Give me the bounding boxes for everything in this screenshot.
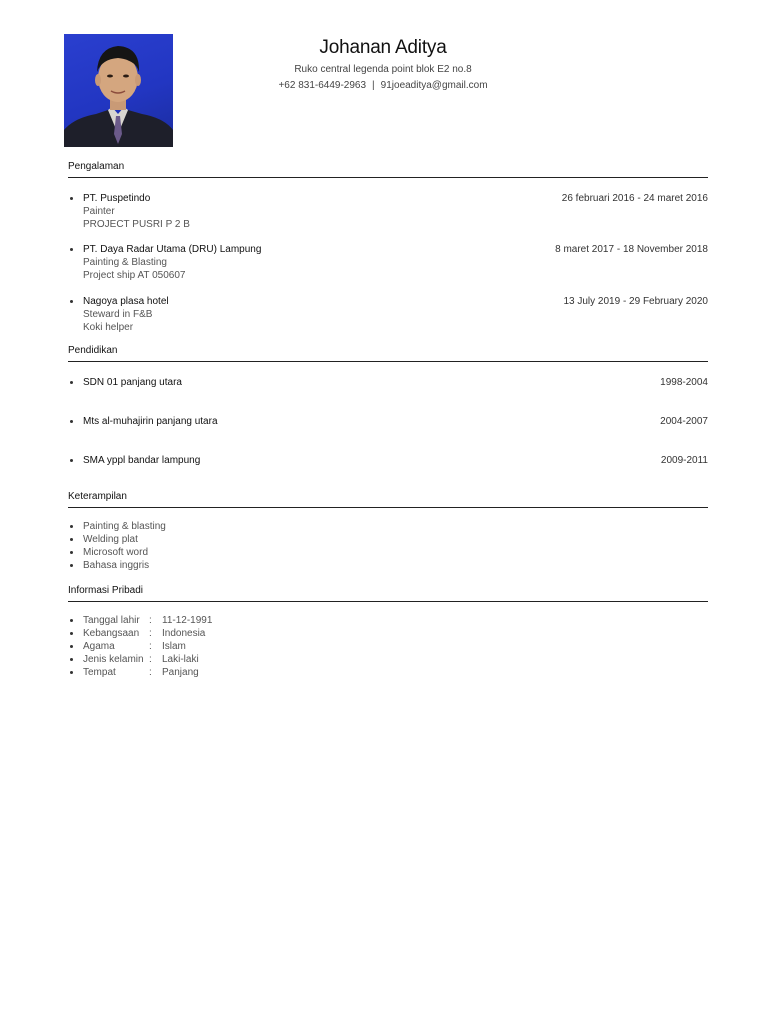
personal-info-item — [68, 627, 708, 640]
job-role: Painting & Blasting — [83, 257, 167, 268]
info-colon: : — [149, 615, 152, 626]
company-name: PT. Daya Radar Utama (DRU) Lampung — [83, 244, 262, 255]
info-label: Tanggal lahir — [83, 615, 140, 626]
personal-info-item — [68, 614, 708, 627]
education-item — [68, 376, 708, 415]
info-value: 11-12-1991 — [162, 615, 213, 626]
school-name: SMA yppl bandar lampung — [83, 455, 201, 466]
education-section — [68, 345, 708, 474]
job-dates: 8 maret 2017 - 18 November 2018 — [555, 244, 708, 255]
info-label: Agama — [83, 641, 115, 652]
info-colon: : — [149, 628, 152, 639]
education-item — [68, 415, 708, 454]
email-address: 91joeaditya@gmail.com — [380, 80, 488, 91]
company-name: PT. Puspetindo — [83, 193, 151, 204]
school-name: SDN 01 panjang utara — [83, 377, 182, 388]
job-dates: 26 februari 2016 - 24 maret 2016 — [561, 193, 708, 204]
info-label: Kebangsaan — [83, 628, 140, 639]
info-value: Panjang — [162, 667, 199, 678]
skill-item: Welding plat — [68, 533, 708, 546]
experience-item — [68, 243, 708, 295]
job-project: Koki helper — [83, 322, 134, 333]
company-name: Nagoya plasa hotel — [83, 296, 169, 307]
personal-info-section — [68, 585, 708, 679]
education-item — [68, 454, 708, 474]
personal-info-item — [68, 640, 708, 653]
contact-separator: | — [372, 80, 375, 91]
skill-item: Microsoft word — [68, 546, 708, 559]
info-label: Tempat — [83, 667, 116, 678]
skill-item: Bahasa inggris — [68, 559, 708, 572]
section-title-personal: Informasi Pribadi — [68, 585, 708, 602]
info-colon: : — [149, 667, 152, 678]
school-years: 2004-2007 — [660, 416, 708, 427]
skill-item: Painting & blasting — [68, 520, 708, 533]
section-title-experience: Pengalaman — [68, 161, 708, 178]
school-name: Mts al-muhajirin panjang utara — [83, 416, 218, 427]
school-years: 1998-2004 — [660, 377, 708, 388]
address: Ruko central legenda point blok E2 no.8 — [294, 64, 472, 75]
section-title-education: Pendidikan — [68, 345, 708, 362]
experience-item — [68, 192, 708, 243]
job-project: Project ship AT 050607 — [83, 270, 186, 281]
job-role: Steward in F&B — [83, 309, 153, 320]
info-value: Laki-laki — [162, 654, 199, 665]
job-project: PROJECT PUSRI P 2 B — [83, 219, 190, 230]
personal-info-item — [68, 653, 708, 666]
contact-line — [180, 79, 586, 92]
profile-photo — [64, 34, 173, 147]
candidate-name: Johanan Aditya — [319, 37, 447, 58]
info-colon: : — [149, 654, 152, 665]
school-years: 2009-2011 — [660, 455, 708, 466]
skills-section — [68, 491, 708, 572]
resume-header — [180, 36, 586, 92]
job-dates: 13 July 2019 - 29 February 2020 — [563, 296, 708, 307]
info-value: Islam — [162, 641, 186, 652]
info-colon: : — [149, 641, 152, 652]
section-title-skills: Keterampilan — [68, 491, 708, 508]
personal-info-item — [68, 666, 708, 679]
experience-section — [68, 161, 708, 335]
info-label: Jenis kelamin — [83, 654, 144, 665]
job-role: Painter — [83, 206, 115, 217]
info-value: Indonesia — [162, 628, 206, 639]
experience-item — [68, 295, 708, 335]
phone-number: +62 831-6449-2963 — [278, 80, 367, 91]
